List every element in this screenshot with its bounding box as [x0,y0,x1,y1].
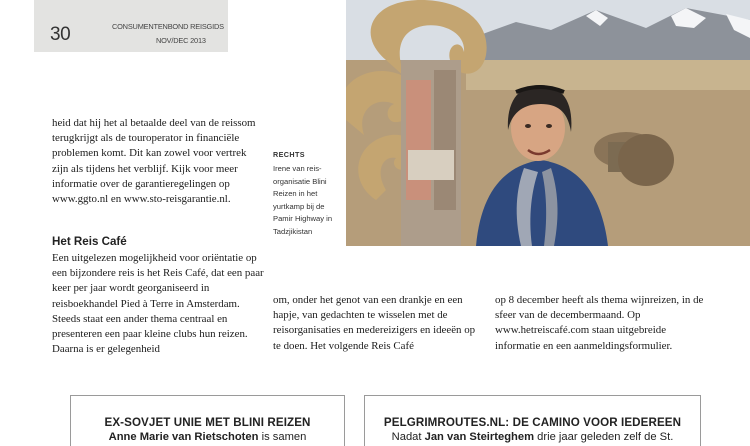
article-paragraph: Een uitgelezen mogelijkheid voor oriëntatie op een bijzondere reis is het Reis Café, dat een paar keer per jaar wordt georganiseerd in reisboekhandel Pied à Terre in Amsterdam. Steeds staat een ander thema centraal en presenteren een paar kleine clubs hun reizen. Daarna is er gelegenheid [52,252,264,356]
photo-caption [273,150,345,239]
publication-name: CONSUMENTENBOND REISGIDS [112,22,224,31]
box-intro-lead: Nadat [391,431,425,443]
caption-text: Irene van reis-organisatie Blini Reizen in het yurtkamp bij de Pamir Highway in Tadzjikistan [273,164,333,236]
box-title: EX-SOVJET UNIE MET BLINI REIZEN [104,416,311,429]
box-person-name: Jan van Steirteghem [424,431,535,443]
page-number: 30 [50,24,71,45]
sidebar-box-blini-reizen [70,395,345,446]
article-photo [346,0,750,246]
box-intro-text: drie jaar geleden zelf de St. [534,431,674,443]
article-paragraph: heid dat hij het al betaalde deel van de reissom terugkrijgt als de touroperator in financiële problemen komt. Dit kan zowel voor vertrek zijn als tijdens het verblijf. Kijk voor meer informatie over de garantieregelingen op www.ggto.nl en www.sto-reisgarantie.nl. [52,117,256,206]
publication-issue: NOV/DEC 2013 [156,36,206,45]
article-column-3 [495,293,709,354]
caption-label: RECHTS [273,150,305,159]
article-paragraph: om, onder het genot van een drankje en een hapje, van gedachten te wisselen met de reisorganisaties en medereizigers en ideeën op te doen. Het volgende Reis Café [273,294,476,352]
section-heading: Het Reis Café [52,235,127,248]
box-intro [365,431,700,443]
yurt-camp-photo [346,0,750,246]
article-column-2 [273,293,481,354]
box-person-name: Anne Marie van Rietschoten [108,431,259,443]
page-header [34,0,228,52]
box-title: PELGRIMROUTES.NL: DE CAMINO VOOR IEDEREEN [383,416,682,429]
box-intro-text: is samen [258,431,307,443]
sidebar-box-pelgrimroutes [364,395,701,446]
article-paragraph: op 8 december heeft als thema wijnreizen, in de sfeer van de decembermaand. Op www.hetreiscafé.com staan uitgebreide informatie en een aanmeldingsformulier. [495,294,704,352]
box-intro [71,431,344,443]
